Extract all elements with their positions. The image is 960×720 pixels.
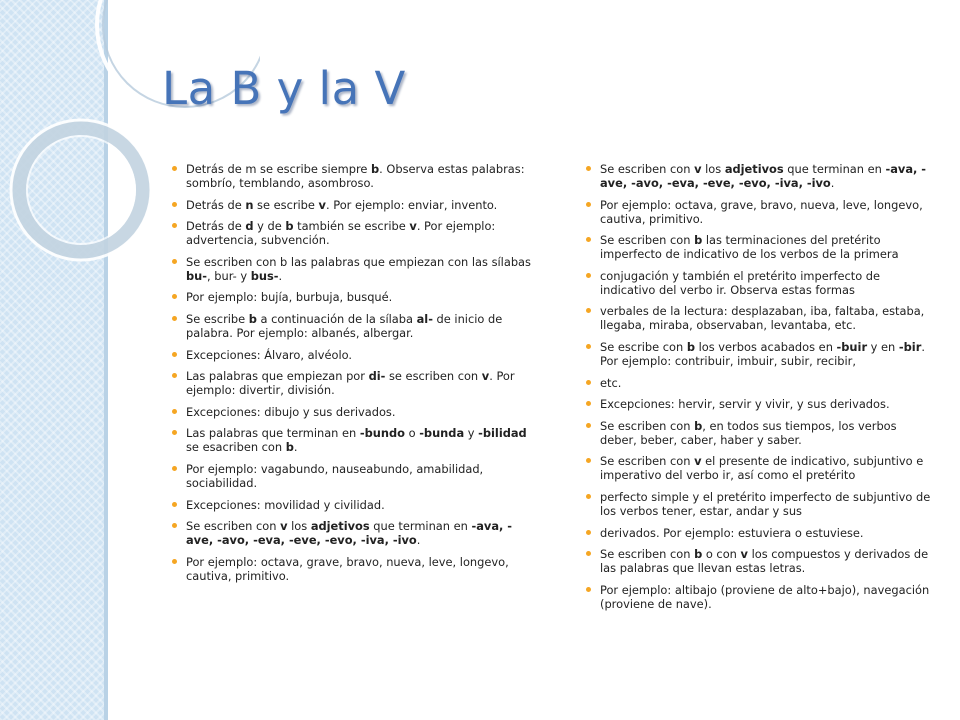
text-run: Se escriben con xyxy=(600,454,695,469)
bullet-item xyxy=(172,162,532,190)
bullet-item xyxy=(172,498,532,512)
text-run: a continuación de la sílaba xyxy=(256,311,417,326)
text-run: Se escriben con xyxy=(600,418,695,433)
bold-text: b xyxy=(248,311,257,326)
bullet-item xyxy=(172,369,532,397)
bold-text: b xyxy=(694,418,703,433)
bold-text: n xyxy=(245,197,254,212)
bold-text: b xyxy=(285,440,294,455)
text-run: Se escriben con xyxy=(186,519,281,534)
bold-text: d xyxy=(245,219,254,234)
bold-text: v xyxy=(409,219,417,234)
text-run: los compuestos y derivados de las palabras que llevan estas letras. xyxy=(600,547,929,576)
bold-text: v xyxy=(694,162,702,176)
bullet-item xyxy=(172,462,532,490)
text-run: Excepciones: Álvaro, alvéolo. xyxy=(186,347,352,362)
text-run: . xyxy=(416,533,421,548)
bold-text: al- xyxy=(416,311,433,326)
text-run: el presente de indicativo, subjuntivo e imperativo del verbo ir, así como el pretérito xyxy=(600,454,924,483)
text-run: o con xyxy=(702,547,741,562)
bullet-item xyxy=(172,255,532,283)
text-run: se escribe xyxy=(253,197,319,212)
bullet-item xyxy=(586,198,936,226)
text-run: Excepciones: movilidad y civilidad. xyxy=(186,497,385,512)
bullet-item xyxy=(172,555,532,583)
bullet-item xyxy=(586,526,936,540)
text-run: conjugación y también el pretérito imperfecto de indicativo del verbo ir. Observa estas formas xyxy=(600,268,881,297)
bold-text: -bir xyxy=(898,339,922,354)
text-run: . Por ejemplo: contribuir, imbuir, subir, recibir, xyxy=(600,339,925,368)
bold-text: -buir xyxy=(836,339,868,354)
text-run: Detrás de xyxy=(186,197,246,212)
text-run: se escriben con xyxy=(385,369,482,384)
text-run: Se escriben con xyxy=(600,233,695,248)
text-run: Detrás de m se escribe siempre xyxy=(186,162,372,176)
bold-text: v xyxy=(481,369,490,384)
right-bullet-list xyxy=(586,162,936,618)
text-run: Se escribe xyxy=(186,311,249,326)
bullet-item xyxy=(586,397,936,411)
bullet-item xyxy=(172,312,532,340)
bold-text: -bundo xyxy=(359,426,405,441)
bullet-item xyxy=(586,490,936,518)
text-run: Por ejemplo: bujía, burbuja, busqué. xyxy=(186,290,393,305)
text-run: Excepciones: dibujo y sus derivados. xyxy=(186,404,396,419)
text-run: que terminan en xyxy=(783,162,886,176)
text-run: Por ejemplo: octava, grave, bravo, nueva, leve, longevo, cautiva, primitivo. xyxy=(186,554,509,583)
bullet-item xyxy=(586,269,936,297)
text-run: de inicio de palabra. Por ejemplo: albanés, albergar. xyxy=(186,311,503,340)
text-run: los xyxy=(287,519,311,534)
bullet-item xyxy=(172,348,532,362)
text-run: Las palabras que empiezan por xyxy=(186,369,369,384)
text-run: Las palabras que terminan en xyxy=(186,426,360,441)
bold-text: bus- xyxy=(250,268,279,283)
text-run: . xyxy=(293,440,298,455)
bold-text: b xyxy=(371,162,380,176)
bold-text: b xyxy=(694,233,703,248)
text-run: Se escribe con xyxy=(600,339,687,354)
text-run: Por ejemplo: vagabundo, nauseabundo, amabilidad, sociabilidad. xyxy=(186,461,484,490)
text-run: que terminan en xyxy=(369,519,472,534)
text-run: Excepciones: hervir, servir y vivir, y sus derivados. xyxy=(600,397,890,412)
text-run: los xyxy=(701,162,725,176)
slide-title: La B y la V xyxy=(162,62,406,115)
bold-text: -bunda xyxy=(419,426,465,441)
text-run: los verbos acabados en xyxy=(695,339,837,354)
text-run: también se escribe xyxy=(293,219,410,234)
text-run: , bur- y xyxy=(207,268,251,283)
text-run: . xyxy=(278,268,283,283)
text-run: . Por ejemplo: enviar, invento. xyxy=(325,197,498,212)
bold-text: -ava, -ave, -avo, -eva, -eve, -evo, -iva, -ivo xyxy=(600,162,927,190)
text-run: . xyxy=(830,176,835,190)
text-run: Detrás de xyxy=(186,219,246,234)
bullet-item xyxy=(586,233,936,261)
text-run: y xyxy=(464,426,479,441)
bold-text: b xyxy=(285,219,294,234)
left-bullet-list xyxy=(172,162,532,590)
bullet-item xyxy=(586,547,936,575)
text-run: . Por ejemplo: advertencia, subvención. xyxy=(186,219,496,248)
text-run: Se escriben con xyxy=(600,547,695,562)
text-run: . Observa estas palabras: sombrío, temblando, asombroso. xyxy=(186,162,525,190)
text-run: o xyxy=(404,426,420,441)
text-run: Por ejemplo: octava, grave, bravo, nueva, leve, longevo, cautiva, primitivo. xyxy=(600,197,923,226)
text-run: y en xyxy=(867,339,899,354)
text-run: derivados. Por ejemplo: estuviera o estuviese. xyxy=(600,525,864,540)
bullet-item xyxy=(172,519,532,547)
bold-text: -ava, -ave, -avo, -eva, -eve, -evo, -iva, -ivo xyxy=(186,519,513,548)
bold-text: di- xyxy=(368,369,386,384)
text-run: se esacriben con xyxy=(186,440,286,455)
text-run: las terminaciones del pretérito imperfecto de indicativo de los verbos de la primera xyxy=(600,233,899,262)
bullet-item xyxy=(172,219,532,247)
bold-text: v xyxy=(740,547,748,562)
text-run: etc. xyxy=(600,375,622,390)
bold-text: bu- xyxy=(186,268,207,283)
bullet-item xyxy=(172,426,532,454)
bullet-item xyxy=(172,290,532,304)
bullet-item xyxy=(172,405,532,419)
bullet-item xyxy=(586,162,936,190)
bold-text: b xyxy=(686,339,695,354)
bullet-item xyxy=(586,454,936,482)
text-run: Se escriben con b las palabras que empiezan con las sílabas xyxy=(186,254,531,269)
bold-text: adjetivos xyxy=(310,519,370,534)
text-run: , en todos sus tiempos, los verbos deber, beber, caber, haber y saber. xyxy=(600,418,897,447)
bullet-item xyxy=(586,419,936,447)
bullet-item xyxy=(172,198,532,212)
bold-text: v xyxy=(694,454,702,469)
text-run: Se escriben con xyxy=(600,162,695,176)
text-run: verbales de la lectura: desplazaban, iba, faltaba, estaba, llegaba, miraba, observaban, levantaba, etc. xyxy=(600,304,925,333)
text-run: y de xyxy=(253,219,286,234)
bullet-item xyxy=(586,376,936,390)
text-run: . Por ejemplo: divertir, división. xyxy=(186,369,515,398)
bullet-item xyxy=(586,583,936,611)
bold-text: v xyxy=(280,519,288,534)
bullet-item xyxy=(586,304,936,332)
bold-text: b xyxy=(694,547,703,562)
bold-text: -bilidad xyxy=(478,426,527,441)
text-run: perfecto simple y el pretérito imperfecto de subjuntivo de los verbos tener, estar, andar y sus xyxy=(600,489,931,518)
text-run: Por ejemplo: altibajo (proviene de alto+bajo), navegación (proviene de nave). xyxy=(600,582,930,611)
bullet-item xyxy=(586,340,936,368)
bold-text: v xyxy=(318,197,326,212)
bold-text: adjetivos xyxy=(724,162,784,176)
